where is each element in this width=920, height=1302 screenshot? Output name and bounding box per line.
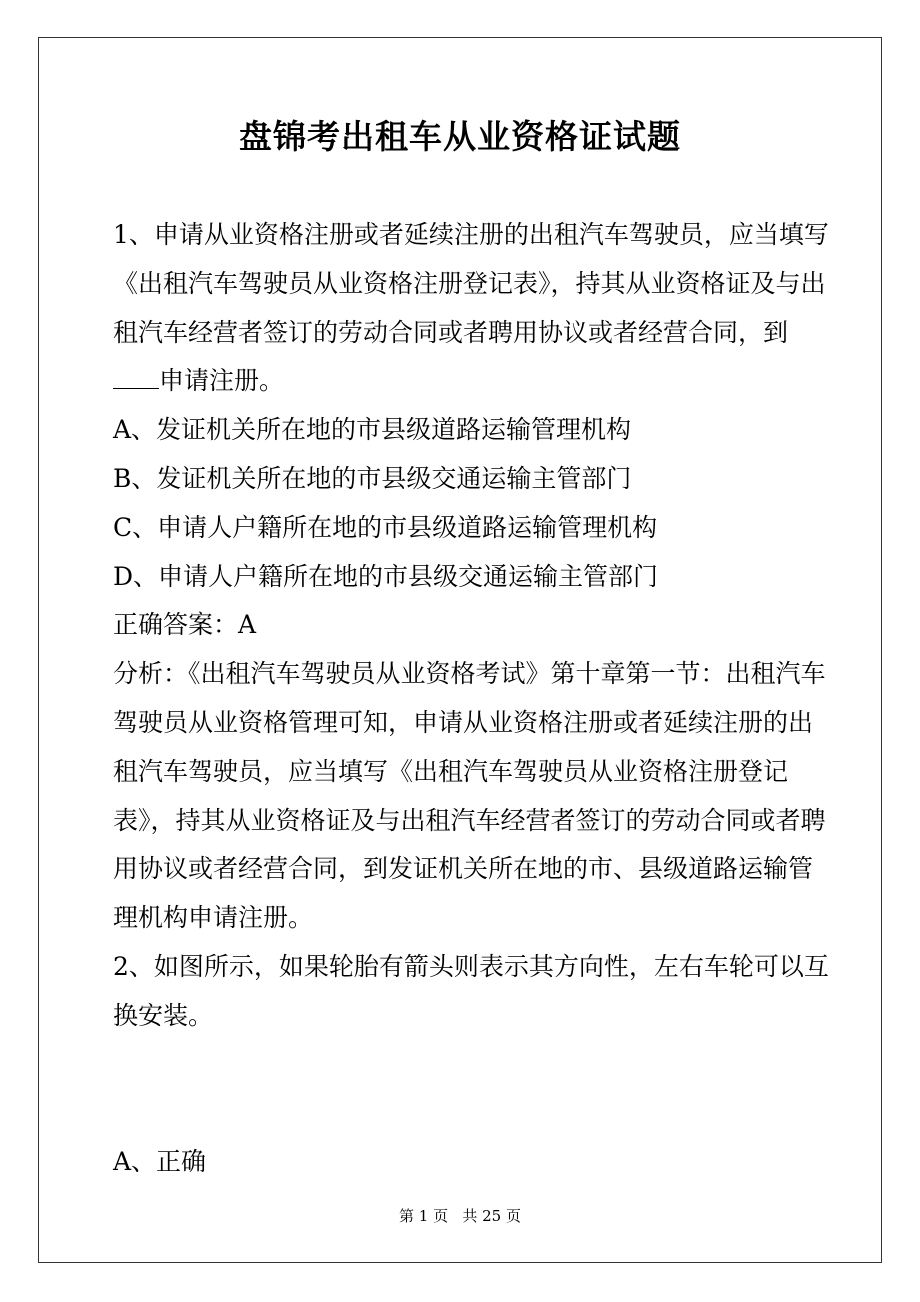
image-placeholder <box>113 1041 813 1139</box>
q1-analysis-line: 表》，持其从业资格证及与出租汽车经营者签订的劳动合同或者聘 <box>113 805 826 835</box>
q1-analysis-line: 理机构申请注册。 <box>113 903 314 933</box>
q1-answer: 正确答案：A <box>113 610 257 640</box>
q1-stem-line: 租汽车经营者签订的劳动合同或者聘用协议或者经营合同，到 <box>113 317 789 347</box>
answer-blank <box>113 358 159 389</box>
q1-analysis-line: 驾驶员从业资格管理可知，申请从业资格注册或者延续注册的出 <box>113 707 814 737</box>
q1-option-c: C、申请人户籍所在地的市县级道路运输管理机构 <box>113 512 658 542</box>
q1-stem-line <box>113 357 813 406</box>
page-footer <box>38 1206 882 1226</box>
q1-stem-line: 1、申请从业资格注册或者延续注册的出租汽车驾驶员，应当填写 <box>113 220 829 249</box>
q1-option-d: D、申请人户籍所在地的市县级交通运输主管部门 <box>113 561 659 591</box>
q1-analysis-line: 用协议或者经营合同，到发证机关所在地的市、县级道路运输管 <box>113 854 814 884</box>
page-number: 第 1 页 共 25 页 <box>398 1207 521 1225</box>
q2-option-a: A、正确 <box>113 1147 207 1177</box>
page-title: 盘锦考出租车从业资格证试题 <box>239 117 681 156</box>
question-content <box>113 211 829 1187</box>
q2-stem-line: 换安装。 <box>113 1000 214 1030</box>
q2-stem-line: 2、如图所示，如果轮胎有箭头则表示其方向性，左右车轮可以互 <box>113 951 829 981</box>
q1-analysis-line: 分析：《出租汽车驾驶员从业资格考试》第十章第一节：出租汽车 <box>113 659 826 689</box>
q1-stem-tail: 申请注册。 <box>159 366 285 396</box>
q1-option-a: A、发证机关所在地的市县级道路运输管理机构 <box>113 415 632 445</box>
q1-stem-line: 《出租汽车驾驶员从业资格注册登记表》，持其从业资格证及与出 <box>113 268 826 298</box>
q1-analysis-line: 租汽车驾驶员，应当填写《出租汽车驾驶员从业资格注册登记 <box>113 756 789 786</box>
q1-option-b: B、发证机关所在地的市县级交通运输主管部门 <box>113 463 632 493</box>
